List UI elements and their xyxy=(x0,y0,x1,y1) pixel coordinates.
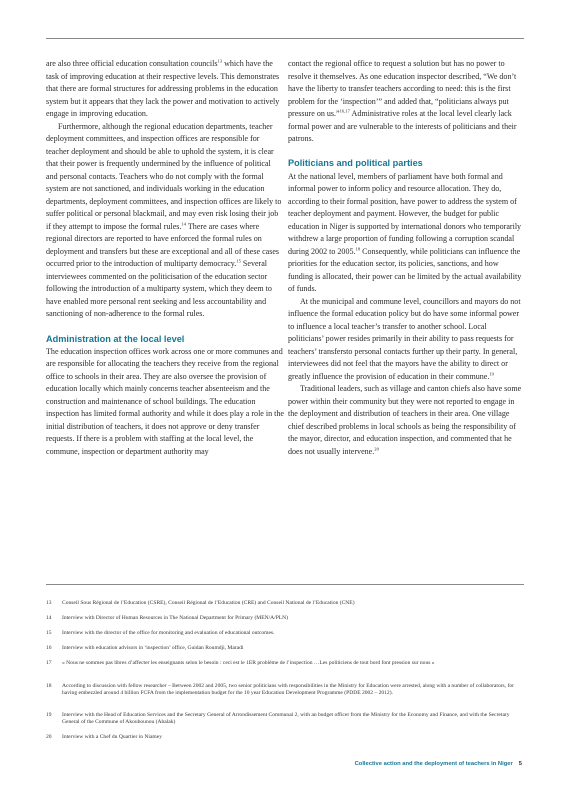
footnote-ref[interactable]: 18 xyxy=(355,246,361,251)
paragraph: contact the regional office to request a solution but has no power to resolve it themselves. As one education inspector described, “We don’t have the liberty to transfer teachers according to need: this is the first problem for the ‘inspection’” and added that, “politicians always put pressure on us.”$^{16,17}$ Administrative roles at the local level clearly lack formal power and are vulnerable to the interests of politicians and their patrons. xyxy=(288,59,517,143)
footnote-text: According to discussion with fellow researcher – Between 2002 and 2005, two senior politicians with responsibilities in the Ministry for Education were arrested, along with a number of collaborators, for having embezzled around 4 billion FCFA from the implementation budget for the 10 year Education Development Programme (PDDE 2002 – 2012). xyxy=(62,683,514,696)
footnote-number: 19 xyxy=(46,712,52,718)
footnote-text: Interview with the Head of Education Services and the Secretary General of Arrondissement Communal 2, with an budget officer from the Ministry for the Economy and Finance, and with the Secretary General of the Commune of Akoubounou (Abalak) xyxy=(62,712,510,725)
footnote-number: 18 xyxy=(46,683,52,689)
page-footer xyxy=(355,761,522,767)
paragraph: The education inspection offices work across one or more communes and are responsible for allocating the teachers they receive from the regional office to schools in their area. They are also oversee the provision of education locally which mainly concerns teacher absenteeism and the construction and maintenance of school buildings. The education inspection has limited formal authority and while it does play a role in the initial distribution of teachers, it does not approve or deny transfer requests. If there is a problem with staffing at the local level, the commune, inspection or department authority may xyxy=(46,346,284,456)
footnote-number: 14 xyxy=(46,615,52,621)
footnote-text: Interview with education advisors in ‘inspection’ office, Guidan Roumdji, Maradi xyxy=(62,645,244,651)
footnote-ref[interactable]: 19 xyxy=(489,371,494,376)
footnote-number: 15 xyxy=(46,630,52,636)
running-title: Collective action and the deployment of teachers in Niger xyxy=(354,761,513,767)
paragraph: At the national level, members of parliament have both formal and informal power to inform policy and resource allocation. They do, according to their formal position, have power to address the system of teacher deployment and payment. However, the budget for public education in Niger is supported by international donors who temporarily withdrew a large proportion of funding following a corruption scandal during 2002 to 2005.18 Consequently, while politicians can influence the priorities for the education sector, its policies, sanctions, and how funding is allocated, their power can be limited by the actual availability of funds. xyxy=(288,171,522,293)
footnote-number: 13 xyxy=(46,600,52,606)
footnote-ref[interactable]: 15 xyxy=(236,258,241,264)
footnote xyxy=(46,630,516,637)
footnote-text: Interview with a Chef du Quartier in Niamey xyxy=(62,734,162,740)
footnote-text: « Nous ne sommes pas libres d’affecter les enseignants selon le besoin : ceci est le 1ER problème de l’inspection …Les politiciens de tout bord font pression sur nous » xyxy=(62,660,435,666)
right-column xyxy=(288,58,524,458)
paragraph: Furthermore, although the regional education departments, teacher deployment committees, and inspection offices are responsible for teacher deployment and should be able to uphold the system, it is clear that their power is frequently undermined by the influence of political and personal contacts. Teachers who do not comply with the formal system are not sanctioned, and individuals working in the education departments, deployment committees, and inspection offices are likely to suffer political or personal blackmail, and may even risk losing their job if they attempt to impose the formal rules.$^{14}$ There are cases where regional directors are reported to have enforced the formal rules on deployment and transfers but these are exceptional and all of these cases occurred prior to the introduction of multiparty democracy.$^{15}$ Several interviewees commented on the politicisation of the education sector following the introduction of a multiparty system, which they deem to have enabled more personal rent seeking and less accountability and sanctioning of non-adherence to the formal rules. xyxy=(46,121,282,318)
paragraph: Traditional leaders, such as village and canton chiefs also have some power within their community but they were not reported to engage in the deployment and distribution of teachers in their area. One village chief described problems in local schools as being the responsibility of the mayor, director, and education inspection, and commented that he does not usually intervene.$^{20}$ xyxy=(288,384,522,456)
page-number: 5 xyxy=(518,761,522,767)
footnote-number: 16 xyxy=(46,645,52,651)
footnote xyxy=(46,712,516,726)
footnote-ref[interactable]: 20 xyxy=(374,446,379,451)
footnote-ref[interactable]: 14 xyxy=(181,221,187,226)
footnote xyxy=(46,660,516,667)
top-rule xyxy=(46,38,524,39)
footnote xyxy=(46,734,516,741)
paragraph: At the municipal and commune level, councillors and mayors do not influence the formal education policy but do have some informal power to influence a local teacher’s transfer to another school. Local politicians’ power resides primarily in their ability to pass requests for teachers’ transfersto personal contacts further up their party. In general, interviewees did not feel that the mayors have the ability to direct or greatly influence the provision of education in their commune.$^{19}$ xyxy=(288,296,521,381)
footnote-rule xyxy=(46,584,524,585)
section-heading: Administration at the local level xyxy=(46,334,185,344)
footnote-text: Interview with Director of Human Resources in The National Department for Primary (MEN/A/PLN) xyxy=(62,615,289,621)
footnote xyxy=(46,683,516,697)
footnote xyxy=(46,645,516,652)
footnote-ref[interactable]: 16,17 xyxy=(339,108,350,114)
footnote-ref[interactable]: 13 xyxy=(217,58,223,64)
footnote xyxy=(46,600,516,607)
footnote-number: 20 xyxy=(46,734,52,740)
footnote-text: Interview with the director of the office for monitoring and evaluation of educational outcomes. xyxy=(62,630,275,636)
footnote-number: 17 xyxy=(46,660,52,666)
left-column xyxy=(46,58,284,458)
footnote xyxy=(46,615,516,622)
section-heading: Politicians and political parties xyxy=(288,158,423,168)
footnote-text: Conseil Sous Régional de l’Education (CSRE), Conseil Régional de l’Education (CRE) and Conseil National de l’Education (CNE) xyxy=(62,600,355,606)
paragraph: are also three official education consultation councils$^{13}$ which have the task of improving education at their respective levels. This demonstrates that there are formal structures for addressing problems in the education system but it appears that they lack the power and motivation to actively engage in improving education. xyxy=(46,58,280,118)
